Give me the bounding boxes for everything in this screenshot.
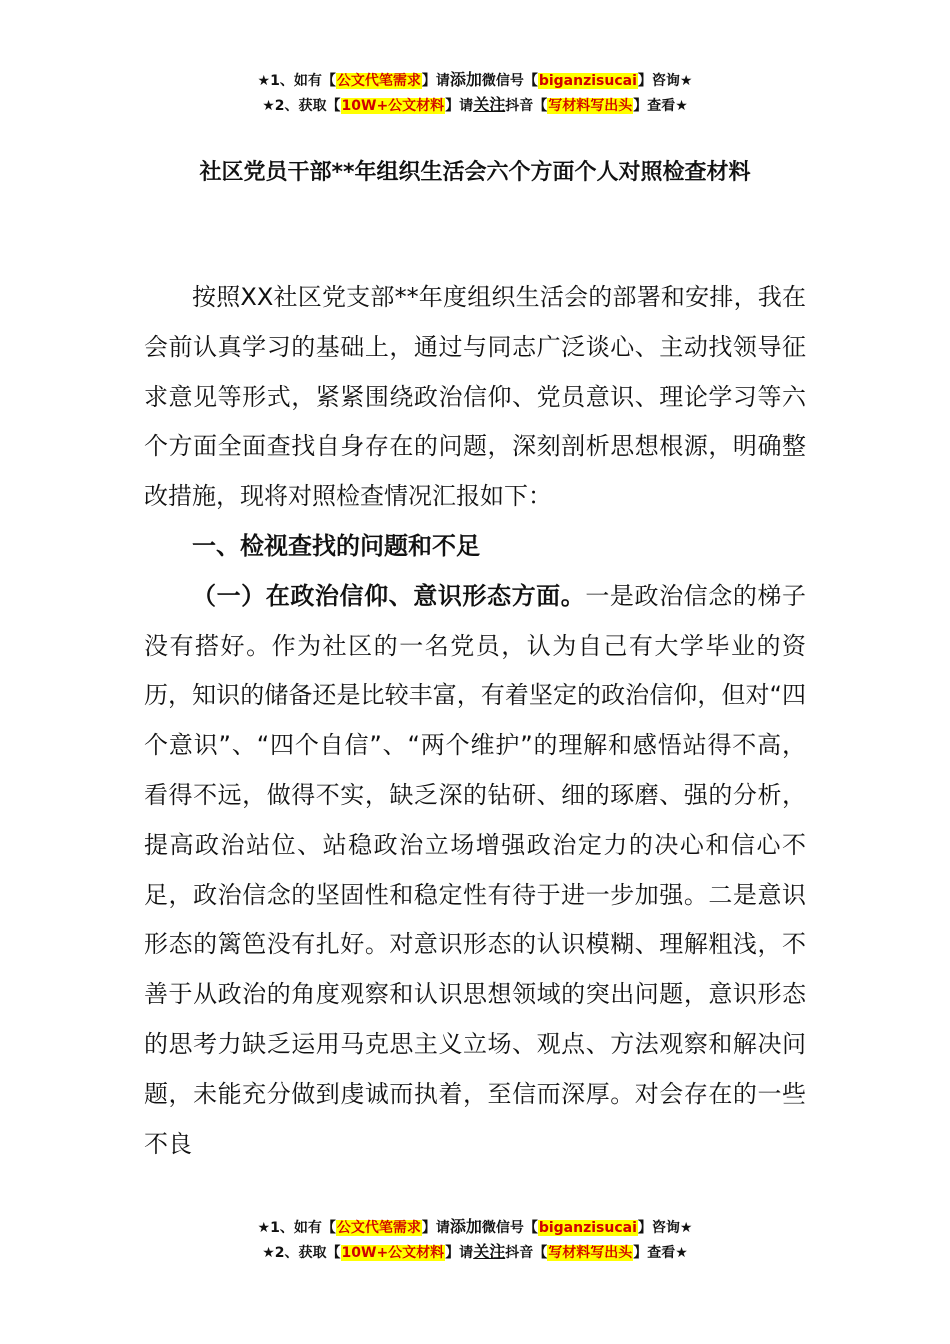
promo-highlight-wechat: biganzisucai (538, 1220, 637, 1236)
promo-highlight-douyin: 写材料写出头 (548, 1245, 633, 1261)
promo-text: ★1、如有【 (257, 73, 336, 89)
promo-emphasis: 添加 (449, 1217, 482, 1236)
promo-line-1 (0, 68, 950, 93)
promo-emphasis: 关注 (473, 95, 506, 114)
promo-line-1 (0, 1215, 950, 1240)
promo-text: ★2、获取【 (262, 98, 341, 114)
promo-text: 】请 (445, 98, 474, 114)
subsection-paragraph (144, 572, 806, 1170)
promo-text: 】请 (421, 1220, 450, 1236)
promo-emphasis: 添加 (449, 70, 482, 89)
promo-text: 】请 (421, 73, 450, 89)
promo-text: 抖音【 (505, 1245, 548, 1261)
promo-highlight: 10W+公文材料 (341, 98, 445, 114)
promo-text: 】查看★ (633, 98, 688, 114)
promo-text: ★2、获取【 (262, 1245, 341, 1261)
promo-line-2 (0, 1240, 950, 1265)
promo-banner-bottom (0, 1215, 950, 1265)
promo-text: 】咨询★ (637, 1220, 693, 1236)
promo-text: ★1、如有【 (257, 1220, 336, 1236)
promo-text: 】请 (445, 1245, 474, 1261)
promo-line-2 (0, 93, 950, 118)
intro-paragraph: 按照XX社区党支部**年度组织生活会的部署和安排，我在会前认真学习的基础上，通过与同志广泛谈心、主动找领导征求意见等形式，紧紧围绕政治信仰、党员意识、理论学习等六个方面全面查找自身存在的问题，深刻剖析思想根源，明确整改措施，现将对照检查情况汇报如下： (144, 283, 806, 511)
document-body (144, 273, 806, 1169)
promo-text: 微信号【 (481, 73, 538, 89)
promo-highlight: 10W+公文材料 (341, 1245, 445, 1261)
promo-text: 】查看★ (633, 1245, 688, 1261)
promo-emphasis: 关注 (473, 1242, 506, 1261)
promo-text: 抖音【 (505, 98, 548, 114)
document-title: 社区党员干部**年组织生活会六个方面个人对照检查材料 (199, 160, 751, 185)
subsection-text: 一是政治信念的梯子没有搭好。作为社区的一名党员，认为自己有大学毕业的资历，知识的储备还是比较丰富，有着坚定的政治信仰，但对“四个意识”、“四个自信”、“两个维护”的理解和感悟站得不高，看得不远，做得不实，缺乏深的钻研、细的琢磨、强的分析，提高政治站位、站稳政治立场增强政治定力的决心和信心不足，政治信念的坚固性和稳定性有待于进一步加强。二是意识形态的篱笆没有扎好。对意识形态的认识模糊、理解粗浅，不善于从政治的角度观察和认识思想领域的突出问题，意识形态的思考力缺乏运用马克思主义立场、观点、方法观察和解决问题，未能充分做到虔诚而执着，至信而深厚。对会存在的一些不良 (144, 581, 807, 1158)
promo-highlight-douyin: 写材料写出头 (548, 98, 633, 114)
promo-highlight: 公文代笔需求 (336, 73, 421, 89)
subsection-heading: （一）在政治信仰、意识形态方面。 (192, 581, 586, 610)
promo-text: 微信号【 (481, 1220, 538, 1236)
promo-highlight-wechat: biganzisucai (538, 73, 637, 89)
section-heading: 一、检视查找的问题和不足 (192, 531, 480, 560)
promo-text: 】咨询★ (637, 73, 693, 89)
promo-banner-top (0, 68, 950, 118)
promo-highlight: 公文代笔需求 (336, 1220, 421, 1236)
